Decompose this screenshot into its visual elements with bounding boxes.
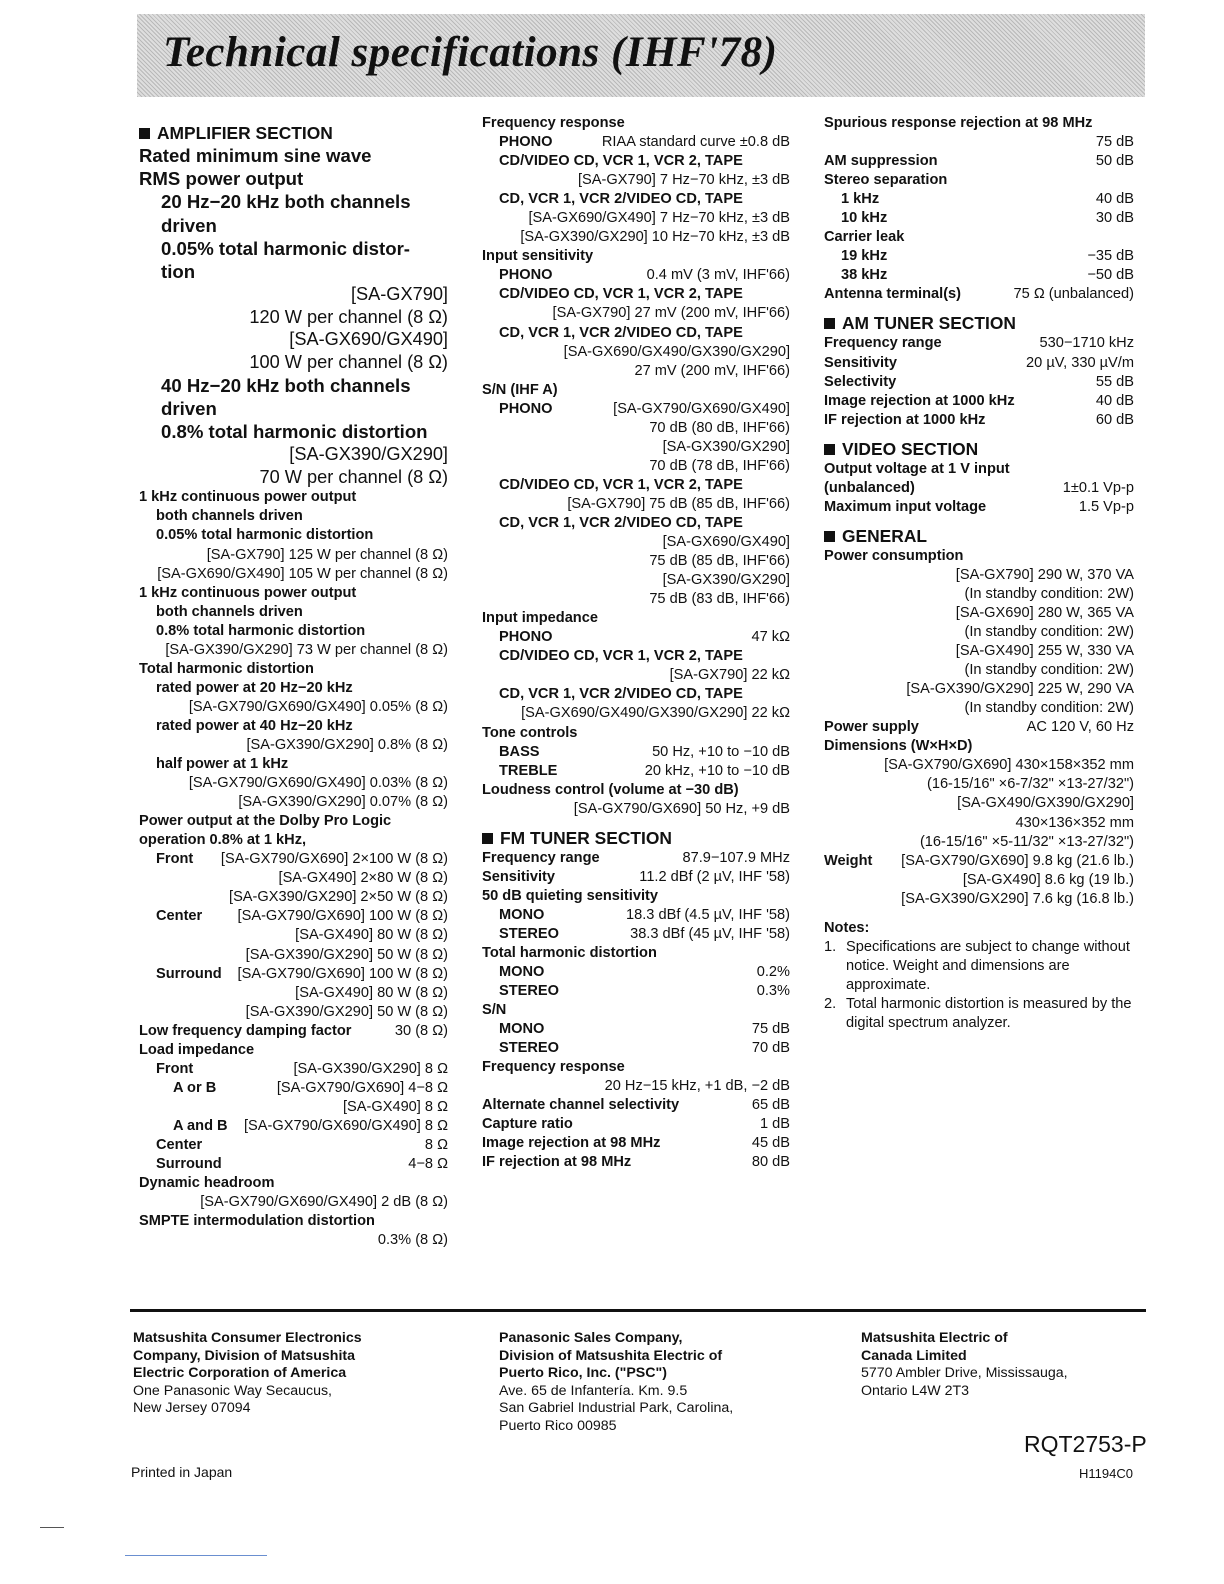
spec-label: 1 kHz [841,191,880,208]
spec-line: 70 dB (78 dB, IHF'66) [649,457,790,474]
spec-line: Input sensitivity [482,248,594,265]
spec-value: AC 120 V, 60 Hz [1026,719,1134,736]
spec-row [482,400,790,419]
spec-label: Power supply [824,719,919,736]
section-bullet-icon [482,833,493,844]
spec-row [482,963,790,982]
note-text: Specifications are subject to change without notice. Weight and dimensions are approximate. [846,938,1130,993]
spec-line: both channels driven [156,603,303,620]
spec-line: [SA-GX790] 290 W, 370 VA [955,566,1134,583]
spec-value: 70 dB [751,1040,790,1057]
spec-line: CD, VCR 1, VCR 2/VIDEO CD, TAPE [499,324,743,341]
spec-value: 50 dB [1095,153,1134,170]
page-title: Technical specifications (IHF'78) [163,29,778,76]
notes-list [824,938,1134,1033]
spec-value: 60 dB [1095,411,1134,428]
spec-row [824,498,1134,517]
spec-line: [SA-GX390/GX290] 73 W per channel (8 Ω) [165,641,448,658]
spec-label: BASS [499,743,540,760]
spec-row [139,1079,448,1098]
spec-label: PHONO [499,134,553,151]
spec-line: S/N (IHF A) [482,381,558,398]
footer-canada [861,1330,1068,1400]
spec-value: 1.5 Vp-p [1078,498,1134,515]
printed-in: Printed in Japan [131,1464,233,1480]
spec-line: rated power at 40 Hz−20 kHz [156,717,353,734]
spec-value: [SA-GX390/GX290] 8 Ω [293,1060,448,1077]
company-name-line: Division of Matsushita Electric of [499,1347,723,1364]
spec-label: (unbalanced) [824,479,915,496]
spec-line: [SA-GX390/GX290] 50 W (8 Ω) [245,1003,448,1020]
spec-row [824,354,1134,373]
spec-line: driven [161,397,217,419]
spec-line: [SA-GX690/GX490/GX390/GX290] 22 kΩ [521,705,790,722]
spec-value: 55 dB [1095,373,1134,390]
spec-label: TREBLE [499,762,558,779]
company-name-line: Matsushita Electric of [861,1330,1008,1346]
spec-line: Carrier leak [824,229,905,246]
spec-label: PHONO [499,629,553,646]
spec-value: 40 dB [1095,392,1134,409]
spec-line: [SA-GX390/GX290] 10 Hz−70 kHz, ±3 dB [520,229,790,246]
footer-puerto-rico [499,1330,733,1436]
spec-value: 1 dB [759,1116,790,1133]
spec-line: (In standby condition: 2W) [964,585,1134,602]
spec-value: 87.9−107.9 MHz [682,849,790,866]
address-line: Ave. 65 de Infantería. Km. 9.5 [499,1382,688,1399]
spec-value: −50 dB [1087,267,1134,284]
spec-value: 8 Ω [424,1136,448,1153]
spec-label: STEREO [499,925,560,942]
section-title: AM TUNER SECTION [842,313,1016,334]
spec-line: [SA-GX690/GX490] [289,329,448,350]
spec-line: (16-15/16" ×6-7/32" ×13-27/32") [926,776,1134,793]
spec-label: MONO [499,964,545,981]
spec-label: IF rejection at 1000 kHz [824,411,986,428]
spec-row [824,718,1134,737]
spec-value: 47 kΩ [751,629,790,646]
spec-row [482,1115,790,1134]
spec-value: [SA-GX790/GX690] 100 W (8 Ω) [237,965,448,982]
spec-line: [SA-GX490] 80 W (8 Ω) [295,927,448,944]
spec-row [482,1039,790,1058]
spec-row [824,266,1134,285]
spec-line: [SA-GX790/GX690] 430×158×352 mm [884,757,1134,774]
spec-row [824,392,1134,411]
address-line: New Jersey 07094 [133,1400,251,1417]
spec-line: Frequency response [482,115,625,131]
spec-line: [SA-GX390/GX290] [662,438,790,455]
spec-row [824,152,1134,171]
spec-value: 18.3 dBf (4.5 µV, IHF '58) [626,906,790,923]
address-line: One Panasonic Way Secaucus, [133,1382,332,1399]
tuner-column [482,114,790,1173]
spec-line: [SA-GX390/GX290] 0.07% (8 Ω) [238,794,448,811]
spec-row [482,628,790,647]
spec-row [139,1117,448,1136]
spec-line: SMPTE intermodulation distortion [139,1213,375,1230]
spec-row [824,285,1134,304]
spec-value: RIAA standard curve ±0.8 dB [601,134,790,151]
spec-line: [SA-GX690] 280 W, 365 VA [955,604,1134,621]
section-bullet-icon [824,531,835,542]
spec-line: Dimensions (W×H×D) [824,738,973,755]
spec-label: MONO [499,906,545,923]
spec-line: [SA-GX490] 8.6 kg (19 lb.) [962,871,1134,888]
spec-line: [SA-GX490/GX390/GX290] [957,795,1134,812]
notes-heading: Notes: [824,919,870,936]
spec-row [482,982,790,1001]
spec-label: A or B [173,1079,217,1096]
spec-line: [SA-GX390/GX290] [289,444,448,465]
spec-line: Stereo separation [824,172,948,189]
spec-line: CD/VIDEO CD, VCR 1, VCR 2, TAPE [499,286,743,303]
spec-value: [SA-GX790/GX690/GX490] [613,400,790,417]
spec-line: [SA-GX790/GX690/GX490] 0.05% (8 Ω) [188,698,448,715]
model-number: RQT2753-P [1024,1431,1147,1457]
spec-label: Image rejection at 1000 kHz [824,392,1015,409]
spec-value: [SA-GX790/GX690] 2×100 W (8 Ω) [220,851,448,868]
spec-row [139,1060,448,1079]
spec-label: Center [156,908,203,925]
spec-label: 38 kHz [841,267,888,284]
spec-line: driven [161,214,217,236]
spec-label: A and B [173,1117,228,1134]
spec-line: [SA-GX790] 75 dB (85 dB, IHF'66) [567,495,790,512]
spec-row [139,850,448,869]
spec-line: [SA-GX390/GX290] [662,572,790,589]
spec-value: [SA-GX790/GX690] 100 W (8 Ω) [237,908,448,925]
spec-line: [SA-GX790] [350,284,448,305]
section-heading [482,827,790,849]
section-title: VIDEO SECTION [842,438,979,459]
spec-line: 20 Hz−15 kHz, +1 dB, −2 dB [604,1078,790,1095]
section-bullet-icon [139,128,150,139]
spec-line: Power output at the Dolby Pro Logic [139,813,392,830]
spec-line: Total harmonic distortion [139,660,314,677]
spec-line: half power at 1 kHz [156,756,289,773]
spec-row [482,743,790,762]
spec-label: Weight [824,852,873,869]
spec-line: [SA-GX390/GX290] 2×50 W (8 Ω) [229,889,448,906]
spec-label: AM suppression [824,153,938,170]
spec-row [824,479,1134,498]
footer-usa [133,1330,362,1418]
company-name-line: Matsushita Consumer Electronics [133,1330,362,1346]
spec-label: PHONO [499,400,553,417]
spec-value: 20 kHz, +10 to −10 dB [644,762,790,779]
spec-value: 75 Ω (unbalanced) [1013,286,1134,303]
section-heading [139,122,448,144]
spec-line: S/N [482,1002,507,1019]
spec-row [824,209,1134,228]
spec-line: both channels driven [156,508,303,525]
spec-line: 70 W per channel (8 Ω) [259,466,448,487]
spec-label: IF rejection at 98 MHz [482,1154,632,1171]
spec-line: Dynamic headroom [139,1175,275,1192]
spec-value: 38.3 dBf (45 µV, IHF '58) [630,925,790,942]
amplifier-column [139,114,448,1250]
spec-value: 30 dB [1095,210,1134,227]
spec-line: 75 dB [1095,134,1134,151]
spec-line: [SA-GX490] 8 Ω [342,1098,448,1115]
spec-value: [SA-GX790/GX690] 9.8 kg (21.6 lb.) [901,852,1134,869]
spec-label: MONO [499,1021,545,1038]
spec-line: Loudness control (volume at −30 dB) [482,781,739,798]
print-code: H1194C0 [1079,1466,1133,1481]
spec-label: Selectivity [824,373,897,390]
spec-value: 40 dB [1095,191,1134,208]
section-bullet-icon [824,318,835,329]
spec-line: [SA-GX390/GX290] 7.6 kg (16.8 lb.) [901,890,1134,907]
spec-line: [SA-GX490] 255 W, 330 VA [955,643,1134,660]
spec-value: 530−1710 kHz [1039,335,1134,352]
spec-line: [SA-GX790/GX690] 50 Hz, +9 dB [573,800,790,817]
spec-label: Low frequency damping factor [139,1022,352,1039]
spec-label: Front [156,851,194,868]
spec-line: Output voltage at 1 V input [824,460,1010,477]
spec-line: 1 kHz continuous power output [139,584,357,601]
spec-line: Total harmonic distortion [482,944,657,961]
general-column [824,114,1134,1033]
address-line: 5770 Ambler Drive, Mississauga, [861,1365,1068,1382]
spec-label: Frequency range [824,335,942,352]
spec-line: CD/VIDEO CD, VCR 1, VCR 2, TAPE [499,476,743,493]
spec-row [482,849,790,868]
spec-row [824,411,1134,430]
spec-label: Image rejection at 98 MHz [482,1135,661,1152]
spec-line: 75 dB (85 dB, IHF'66) [649,553,790,570]
spec-row [824,373,1134,392]
spec-line: Rated minimum sine wave [139,145,372,166]
spec-line: Spurious response rejection at 98 MHz [824,115,1093,131]
spec-row [482,925,790,944]
spec-value: −35 dB [1087,248,1134,265]
note-item [824,995,1134,1033]
spec-row [824,852,1134,871]
spec-label: Front [156,1060,194,1077]
section-title: GENERAL [842,525,928,546]
spec-row [139,1136,448,1155]
spec-line: 50 dB quieting sensitivity [482,887,658,904]
spec-line: [SA-GX390/GX290] 225 W, 290 VA [906,681,1134,698]
spec-line: RMS power output [139,168,304,190]
spec-value: 80 dB [751,1154,790,1171]
spec-label: Frequency range [482,849,600,866]
spec-line: 0.3% (8 Ω) [377,1232,448,1249]
spec-row [824,334,1134,353]
spec-label: 19 kHz [841,248,888,265]
scan-mark [125,1555,267,1556]
spec-label: Sensitivity [824,354,897,371]
note-number: 1. [824,938,837,955]
scan-mark [40,1527,64,1528]
section-heading [824,525,1134,547]
spec-label: Center [156,1136,203,1153]
note-number: 2. [824,995,837,1012]
section-heading [824,438,1134,460]
spec-line: 0.05% total harmonic distortion [156,527,374,544]
section-title: AMPLIFIER SECTION [157,123,333,143]
spec-value: 11.2 dBf (2 µV, IHF '58) [639,868,790,885]
spec-value: 0.2% [756,964,790,981]
spec-label: Alternate channel selectivity [482,1097,680,1114]
address-line: Ontario L4W 2T3 [861,1382,970,1399]
spec-line: (In standby condition: 2W) [964,624,1134,641]
spec-label: PHONO [499,267,553,284]
spec-line: [SA-GX390/GX290] 50 W (8 Ω) [245,946,448,963]
footer-rule [130,1309,1146,1312]
company-name-line: Canada Limited [861,1347,967,1364]
spec-row [139,1155,448,1174]
note-text: Total harmonic distortion is measured by the digital spectrum analyzer. [846,995,1132,1031]
spec-value: 4−8 Ω [408,1156,448,1173]
spec-line: CD, VCR 1, VCR 2/VIDEO CD, TAPE [499,191,743,208]
spec-line: CD, VCR 1, VCR 2/VIDEO CD, TAPE [499,514,743,531]
spec-line: [SA-GX790] 7 Hz−70 kHz, ±3 dB [577,172,790,189]
spec-line: Load impedance [139,1041,255,1058]
spec-label: Antenna terminal(s) [824,286,962,303]
spec-line: (In standby condition: 2W) [964,700,1134,717]
spec-value: 30 (8 Ω) [394,1022,448,1039]
spec-label: STEREO [499,1040,560,1057]
address-line: San Gabriel Industrial Park, Carolina, [499,1400,734,1417]
address-line: Puerto Rico 00985 [499,1417,617,1434]
spec-label: Sensitivity [482,868,555,885]
spec-line: 20 Hz−20 kHz both channels [161,191,411,213]
company-name-line: Electric Corporation of America [133,1365,347,1382]
spec-line: [SA-GX490] 80 W (8 Ω) [295,984,448,1001]
spec-row [482,133,790,152]
spec-line: [SA-GX390/GX290] 0.8% (8 Ω) [246,737,448,753]
spec-value: 0.3% [756,983,790,1000]
spec-row [824,190,1134,209]
spec-row [482,762,790,781]
spec-line: 100 W per channel (8 Ω) [249,352,448,372]
spec-line: operation 0.8% at 1 kHz, [139,832,307,849]
spec-line: (16-15/16" ×5-11/32" ×13-27/32") [919,833,1134,850]
spec-value: [SA-GX790/GX690] 4−8 Ω [276,1079,448,1096]
spec-line: 0.05% total harmonic distor- [161,237,411,259]
spec-label: Surround [156,1156,222,1173]
company-name-line: Panasonic Sales Company, [499,1330,683,1346]
spec-row [482,1134,790,1153]
spec-line: 75 dB (83 dB, IHF'66) [649,591,790,608]
spec-line: (In standby condition: 2W) [964,662,1134,679]
spec-value: 50 Hz, +10 to −10 dB [652,743,790,760]
spec-label: Surround [156,965,222,982]
spec-row [482,1153,790,1172]
spec-line: [SA-GX790] 22 kΩ [669,667,790,684]
spec-row [482,1020,790,1039]
spec-line: [SA-GX690/GX490/GX390/GX290] [563,343,790,360]
spec-row [139,907,448,926]
spec-label: Capture ratio [482,1116,573,1133]
spec-line: [SA-GX790] 125 W per channel (8 Ω) [206,546,448,563]
spec-line: Tone controls [482,724,578,741]
spec-line: [SA-GX790] 27 mV (200 mV, IHF'66) [552,305,790,322]
spec-line: [SA-GX690/GX490] 105 W per channel (8 Ω) [157,565,448,582]
spec-row [139,965,448,984]
section-heading [824,312,1134,334]
spec-line: Input impedance [482,610,598,627]
spec-line: [SA-GX790/GX690/GX490] 2 dB (8 Ω) [200,1194,448,1211]
spec-value: 75 dB [751,1021,790,1038]
spec-line: tion [161,261,196,283]
spec-value: 20 µV, 330 µV/m [1026,354,1134,371]
spec-line: rated power at 20 Hz−20 kHz [156,679,353,696]
spec-line: 27 mV (200 mV, IHF'66) [634,362,790,379]
spec-line: 1 kHz continuous power output [139,489,357,506]
spec-line: 120 W per channel (8 Ω) [249,306,448,327]
spec-value: [SA-GX790/GX690/GX490] 8 Ω [244,1117,448,1134]
spec-line: 70 dB (80 dB, IHF'66) [649,419,790,436]
spec-line: 0.8% total harmonic distortion [161,421,428,442]
spec-row [482,906,790,925]
spec-label: Maximum input voltage [824,498,987,515]
spec-row [482,1096,790,1115]
spec-line: CD/VIDEO CD, VCR 1, VCR 2, TAPE [499,648,743,665]
spec-row [139,1022,448,1041]
spec-line: Power consumption [824,547,964,564]
spec-value: 45 dB [751,1135,790,1152]
section-title: FM TUNER SECTION [500,827,672,848]
spec-line: Frequency response [482,1059,625,1076]
spec-line: CD, VCR 1, VCR 2/VIDEO CD, TAPE [499,686,743,703]
spec-line: 0.8% total harmonic distortion [156,622,366,639]
company-name-line: Company, Division of Matsushita [133,1347,356,1364]
note-item [824,938,1134,995]
spec-row [482,868,790,887]
spec-line: [SA-GX790/GX690/GX490] 0.03% (8 Ω) [188,775,448,792]
spec-line: CD/VIDEO CD, VCR 1, VCR 2, TAPE [499,153,743,170]
section-bullet-icon [824,444,835,455]
company-name-line: Puerto Rico, Inc. ("PSC") [499,1365,667,1382]
spec-value: 65 dB [751,1097,790,1114]
spec-line: [SA-GX690/GX490] 7 Hz−70 kHz, ±3 dB [528,210,790,227]
spec-line: [SA-GX490] 2×80 W (8 Ω) [278,870,448,887]
spec-line: 430×136×352 mm [1015,814,1134,831]
spec-label: 10 kHz [841,210,888,227]
spec-value: 0.4 mV (3 mV, IHF'66) [646,267,790,284]
spec-row [482,266,790,285]
spec-line: [SA-GX690/GX490] [662,534,790,551]
spec-value: 1±0.1 Vp-p [1062,479,1134,496]
spec-row [824,247,1134,266]
spec-label: STEREO [499,983,560,1000]
spec-line: 40 Hz−20 kHz both channels [161,374,411,396]
